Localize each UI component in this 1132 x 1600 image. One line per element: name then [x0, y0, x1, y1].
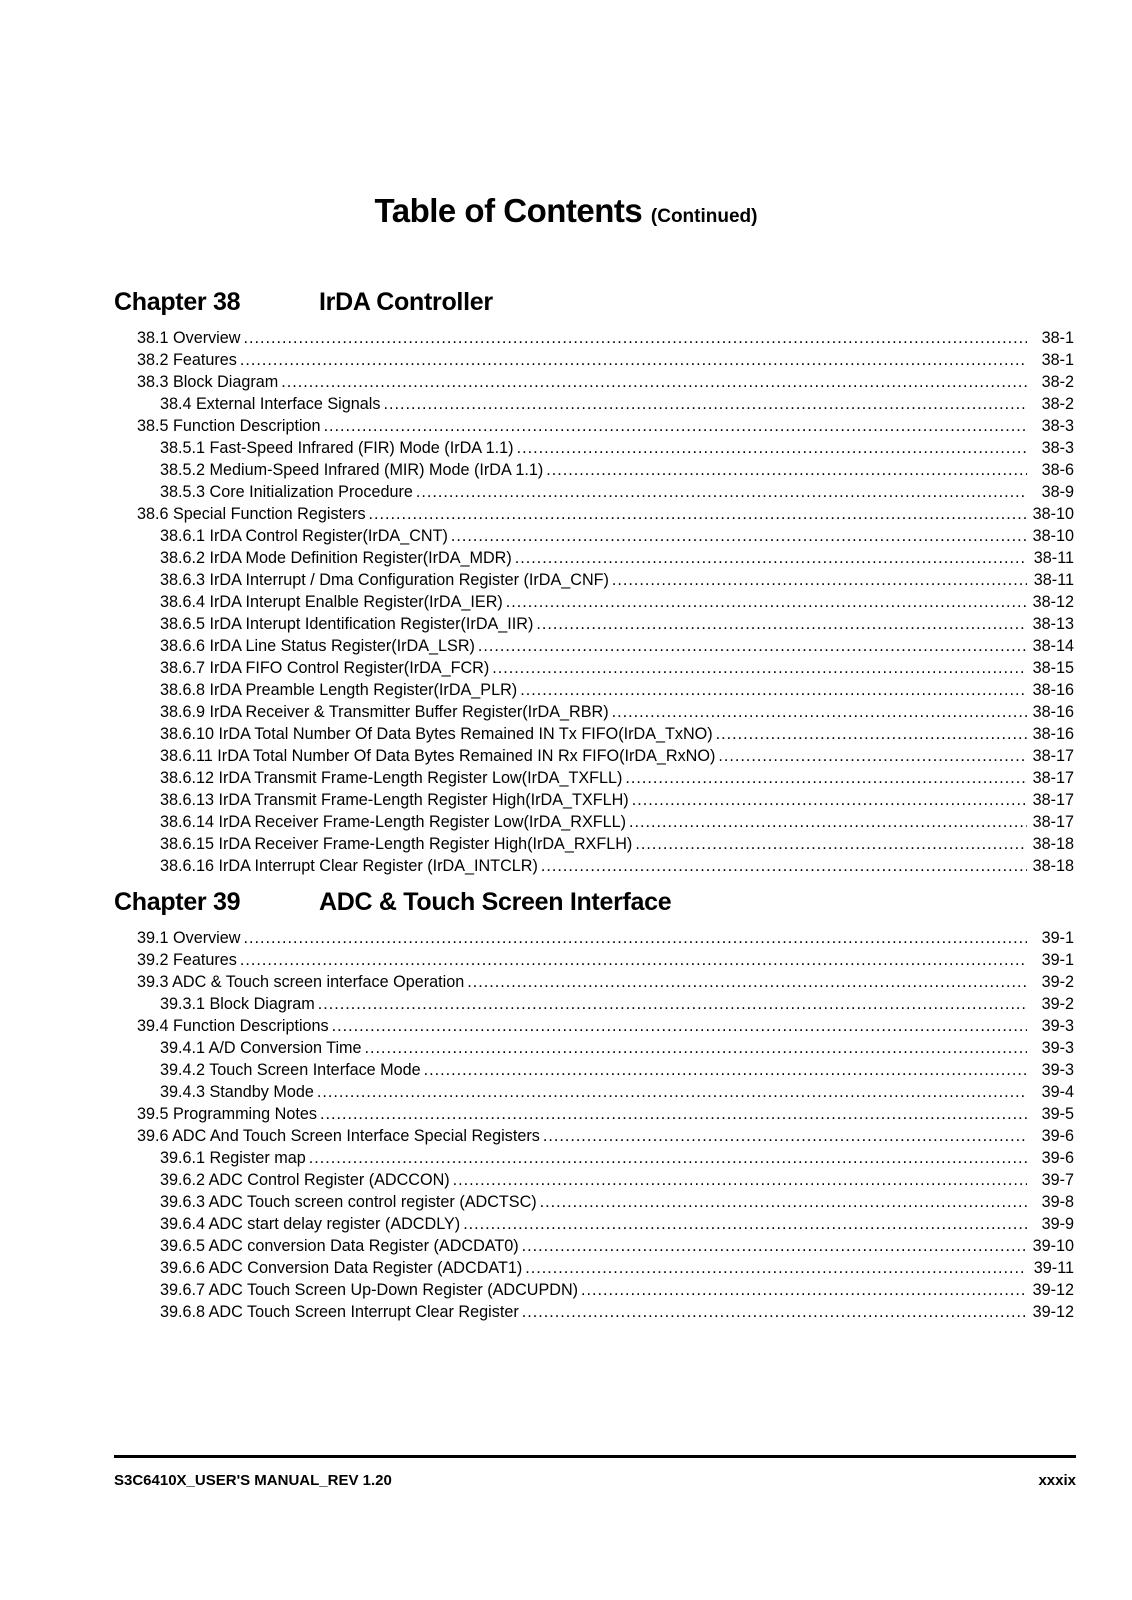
toc-entry-page: 38-14	[1032, 637, 1074, 655]
toc-entry-title: 39.6.1 Register map	[160, 1149, 306, 1167]
dot-leader	[517, 437, 1027, 459]
toc-entry-title: 38.6.13 IrDA Transmit Frame-Length Register High(IrDA_TXFLH)	[160, 791, 629, 809]
dot-leader	[632, 789, 1027, 811]
toc-entry-title: 39.1 Overview	[137, 929, 241, 947]
toc-entry-title: 39.6.7 ADC Touch Screen Up-Down Register (ADCUPDN)	[160, 1281, 579, 1299]
chapter-number: Chapter 38	[114, 288, 241, 316]
toc-entry[interactable]	[114, 525, 1074, 547]
toc-entry-title: 38.6.9 IrDA Receiver & Transmitter Buffer Register(IrDA_RBR)	[160, 703, 609, 721]
dot-leader	[320, 1103, 1027, 1125]
toc-entry-title: 39.6.3 ADC Touch screen control register (ADCTSC)	[160, 1193, 537, 1211]
chapter-38-section	[114, 285, 1074, 877]
title-main: Table of Contents	[374, 192, 643, 229]
toc-entry[interactable]	[114, 415, 1074, 437]
toc-entry[interactable]	[114, 1257, 1074, 1279]
toc-entry[interactable]	[114, 1213, 1074, 1235]
toc-entry-title: 38.6.12 IrDA Transmit Frame-Length Register Low(IrDA_TXFLL)	[160, 769, 623, 787]
toc-entry-title: 38.6.6 IrDA Line Status Register(IrDA_LSR)	[160, 637, 475, 655]
toc-entry-title: 38.2 Features	[137, 351, 237, 369]
toc-entry-title: 39.3.1 Block Diagram	[160, 995, 315, 1013]
chapter-heading	[114, 885, 1074, 919]
toc-entry-page: 38-17	[1032, 769, 1074, 787]
dot-leader	[635, 833, 1027, 855]
dot-leader	[540, 1191, 1027, 1213]
toc-entry[interactable]	[114, 591, 1074, 613]
toc-entry-title: 38.6.11 IrDA Total Number Of Data Bytes Remained IN Rx FIFO(IrDA_RxNO)	[160, 747, 716, 765]
toc-entry-page: 38-1	[1041, 329, 1074, 347]
toc-entry-title: 39.4 Function Descriptions	[137, 1017, 329, 1035]
toc-entry[interactable]	[114, 855, 1074, 877]
toc-entry-page: 38-15	[1032, 659, 1074, 677]
toc-entry-page: 38-6	[1041, 461, 1074, 479]
toc-entry-title: 38.6.8 IrDA Preamble Length Register(IrDA_PLR)	[160, 681, 518, 699]
toc-entry-page: 38-16	[1032, 681, 1074, 699]
dot-leader	[522, 1301, 1027, 1323]
toc-entry[interactable]	[114, 1015, 1074, 1037]
toc-entry-page: 39-12	[1032, 1281, 1074, 1299]
toc-entry-title: 39.2 Features	[137, 951, 237, 969]
chapter-39-section	[114, 885, 1074, 1323]
toc-entry-title: 38.6 Special Function Registers	[137, 505, 366, 523]
toc-entry-title: 39.6.8 ADC Touch Screen Interrupt Clear Register	[160, 1303, 519, 1321]
toc-entry[interactable]	[114, 327, 1074, 349]
toc-entry[interactable]	[114, 481, 1074, 503]
toc-entry[interactable]	[114, 569, 1074, 591]
toc-entry-title: 39.4.3 Standby Mode	[160, 1083, 314, 1101]
toc-entry[interactable]	[114, 723, 1074, 745]
dot-leader	[317, 1081, 1027, 1103]
toc-entry-page: 39-9	[1041, 1215, 1074, 1233]
dot-leader	[716, 723, 1027, 745]
toc-entry-page: 39-5	[1041, 1105, 1074, 1123]
toc-entry[interactable]	[114, 1279, 1074, 1301]
toc-entry[interactable]	[114, 657, 1074, 679]
toc-entry-title: 39.6.2 ADC Control Register (ADCCON)	[160, 1171, 450, 1189]
toc-entry[interactable]	[114, 701, 1074, 723]
toc-entry[interactable]	[114, 811, 1074, 833]
toc-entry-page: 38-13	[1032, 615, 1074, 633]
toc-entry-page: 38-16	[1032, 725, 1074, 743]
toc-entry-title: 38.6.16 IrDA Interrupt Clear Register (IrDA_INTCLR)	[160, 857, 538, 875]
toc-entries	[114, 927, 1074, 1323]
dot-leader	[365, 1037, 1027, 1059]
toc-entry-page: 39-6	[1041, 1127, 1074, 1145]
toc-entry-title: 38.6.3 IrDA Interrupt / Dma Configuration Register (IrDA_CNF)	[160, 571, 609, 589]
toc-entry-title: 38.5.2 Medium-Speed Infrared (MIR) Mode (IrDA 1.1)	[160, 461, 544, 479]
toc-entry[interactable]	[114, 1103, 1074, 1125]
toc-entry[interactable]	[114, 1081, 1074, 1103]
toc-entry-title: 39.6.6 ADC Conversion Data Register (ADCDAT1)	[160, 1259, 523, 1277]
dot-leader	[525, 1257, 1027, 1279]
toc-entry[interactable]	[114, 503, 1074, 525]
toc-entry-title: 38.4 External Interface Signals	[160, 395, 381, 413]
toc-entry-page: 39-4	[1041, 1083, 1074, 1101]
toc-entry[interactable]	[114, 1191, 1074, 1213]
dot-leader	[424, 1059, 1027, 1081]
dot-leader	[718, 745, 1027, 767]
dot-leader	[625, 767, 1027, 789]
toc-entry[interactable]	[114, 459, 1074, 481]
toc-entry[interactable]	[114, 371, 1074, 393]
toc-entry-page: 38-17	[1032, 813, 1074, 831]
title-continued: (Continued)	[650, 206, 758, 227]
dot-leader	[332, 1015, 1027, 1037]
toc-entry[interactable]	[114, 789, 1074, 811]
toc-entry-title: 39.6.5 ADC conversion Data Register (ADCDAT0)	[160, 1237, 519, 1255]
footer-rule	[114, 1455, 1076, 1458]
dot-leader	[243, 927, 1027, 949]
dot-leader	[612, 569, 1027, 591]
dot-leader	[467, 971, 1027, 993]
chapter-name: IrDA Controller	[319, 288, 493, 316]
dot-leader	[581, 1279, 1027, 1301]
dot-leader	[240, 949, 1027, 971]
toc-entry-page: 38-3	[1041, 417, 1074, 435]
toc-entry-page: 38-10	[1032, 505, 1074, 523]
toc-entry-page: 39-3	[1041, 1017, 1074, 1035]
toc-entry-page: 38-11	[1033, 571, 1074, 589]
toc-entry-title: 38.6.10 IrDA Total Number Of Data Bytes Remained IN Tx FIFO(IrDA_TxNO)	[160, 725, 713, 743]
toc-entry-page: 39-1	[1041, 951, 1074, 969]
toc-entry-page: 39-12	[1032, 1303, 1074, 1321]
toc-entry-title: 38.6.1 IrDA Control Register(IrDA_CNT)	[160, 527, 448, 545]
toc-entry[interactable]	[114, 393, 1074, 415]
toc-entry[interactable]	[114, 679, 1074, 701]
toc-entry[interactable]	[114, 349, 1074, 371]
toc-entry-page: 39-8	[1041, 1193, 1074, 1211]
toc-entry-title: 38.6.14 IrDA Receiver Frame-Length Register Low(IrDA_RXFLL)	[160, 813, 627, 831]
toc-entry-page: 38-2	[1041, 395, 1074, 413]
dot-leader	[463, 1213, 1027, 1235]
toc-entry[interactable]	[114, 1059, 1074, 1081]
page-title	[0, 192, 1132, 230]
toc-entry-title: 38.6.2 IrDA Mode Definition Register(IrDA_MDR)	[160, 549, 512, 567]
toc-entry-page: 39-3	[1041, 1061, 1074, 1079]
dot-leader	[506, 591, 1027, 613]
chapter-heading	[114, 285, 1074, 319]
toc-entry-page: 38-9	[1041, 483, 1074, 501]
toc-entry-page: 39-3	[1041, 1039, 1074, 1057]
toc-entry-title: 38.6.15 IrDA Receiver Frame-Length Register High(IrDA_RXFLH)	[160, 835, 633, 853]
toc-entry[interactable]	[114, 767, 1074, 789]
toc-entry[interactable]	[114, 1037, 1074, 1059]
toc-entry[interactable]	[114, 1125, 1074, 1147]
toc-entry-title: 38.6.4 IrDA Interupt Enalble Register(IrDA_IER)	[160, 593, 503, 611]
toc-entry[interactable]	[114, 949, 1074, 971]
toc-entry-page: 39-6	[1041, 1149, 1074, 1167]
toc-entry-page: 38-3	[1041, 439, 1074, 457]
toc-entry-page: 39-10	[1032, 1237, 1074, 1255]
toc-entry-title: 39.3 ADC & Touch screen interface Operation	[137, 973, 465, 991]
toc-entry-page: 38-17	[1032, 791, 1074, 809]
toc-entries	[114, 327, 1074, 877]
toc-entry-title: 39.4.1 A/D Conversion Time	[160, 1039, 362, 1057]
toc-entry-page: 38-18	[1032, 857, 1074, 875]
toc-entry-page: 39-11	[1033, 1259, 1074, 1277]
toc-entry[interactable]	[114, 437, 1074, 459]
toc-entry[interactable]	[114, 745, 1074, 767]
chapter-number: Chapter 39	[114, 888, 241, 916]
toc-entry-title: 39.6 ADC And Touch Screen Interface Special Registers	[137, 1127, 540, 1145]
toc-entry[interactable]	[114, 635, 1074, 657]
dot-leader	[318, 993, 1027, 1015]
toc-entry-page: 39-2	[1041, 973, 1074, 991]
toc-entry-page: 38-10	[1032, 527, 1074, 545]
dot-leader	[522, 1235, 1027, 1257]
dot-leader	[478, 635, 1027, 657]
toc-entry[interactable]	[114, 833, 1074, 855]
toc-entry-title: 39.4.2 Touch Screen Interface Mode	[160, 1061, 421, 1079]
dot-leader	[492, 657, 1027, 679]
dot-leader	[451, 525, 1027, 547]
toc-entry[interactable]	[114, 1169, 1074, 1191]
chapter-name: ADC & Touch Screen Interface	[319, 888, 672, 916]
dot-leader	[629, 811, 1027, 833]
toc-entry-page: 38-11	[1033, 549, 1074, 567]
toc-entry-page: 39-1	[1041, 929, 1074, 947]
toc-entry-page: 38-18	[1032, 835, 1074, 853]
toc-entry-page: 38-2	[1041, 373, 1074, 391]
toc-entry-title: 38.3 Block Diagram	[137, 373, 279, 391]
toc-entry-title: 39.6.4 ADC start delay register (ADCDLY)	[160, 1215, 461, 1233]
dot-leader	[612, 701, 1027, 723]
dot-leader	[453, 1169, 1027, 1191]
toc-entry-title: 39.5 Programming Notes	[137, 1105, 317, 1123]
dot-leader	[543, 1125, 1027, 1147]
dot-leader	[536, 613, 1027, 635]
toc-entry-title: 38.5.1 Fast-Speed Infrared (FIR) Mode (IrDA 1.1)	[160, 439, 514, 457]
toc-entry-page: 38-16	[1032, 703, 1074, 721]
toc-entry[interactable]	[114, 613, 1074, 635]
toc-entry[interactable]	[114, 971, 1074, 993]
toc-entry[interactable]	[114, 1301, 1074, 1323]
dot-leader	[240, 349, 1027, 371]
footer-manual-title: S3C6410X_USER'S MANUAL_REV 1.20	[114, 1472, 392, 1489]
toc-entry[interactable]	[114, 547, 1074, 569]
toc-entry[interactable]	[114, 927, 1074, 949]
dot-leader	[369, 503, 1027, 525]
toc-entry-title: 38.5 Function Description	[137, 417, 321, 435]
dot-leader	[281, 371, 1027, 393]
dot-leader	[309, 1147, 1027, 1169]
toc-entry[interactable]	[114, 1147, 1074, 1169]
dot-leader	[515, 547, 1027, 569]
footer-page-number: xxxix	[1038, 1472, 1076, 1489]
dot-leader	[416, 481, 1027, 503]
toc-entry-page: 38-1	[1041, 351, 1074, 369]
toc-entry-page: 39-7	[1041, 1171, 1074, 1189]
dot-leader	[324, 415, 1027, 437]
dot-leader	[520, 679, 1027, 701]
toc-entry-title: 38.6.7 IrDA FIFO Control Register(IrDA_FCR)	[160, 659, 490, 677]
toc-entry[interactable]	[114, 1235, 1074, 1257]
toc-entry-title: 38.5.3 Core Initialization Procedure	[160, 483, 413, 501]
dot-leader	[541, 855, 1027, 877]
dot-leader	[546, 459, 1027, 481]
toc-entry-page: 39-2	[1041, 995, 1074, 1013]
toc-entry-page: 38-17	[1032, 747, 1074, 765]
toc-entry-title: 38.6.5 IrDA Interupt Identification Register(IrDA_IIR)	[160, 615, 534, 633]
toc-entry-page: 38-12	[1032, 593, 1074, 611]
dot-leader	[243, 327, 1027, 349]
toc-entry[interactable]	[114, 993, 1074, 1015]
toc-entry-title: 38.1 Overview	[137, 329, 241, 347]
dot-leader	[383, 393, 1027, 415]
